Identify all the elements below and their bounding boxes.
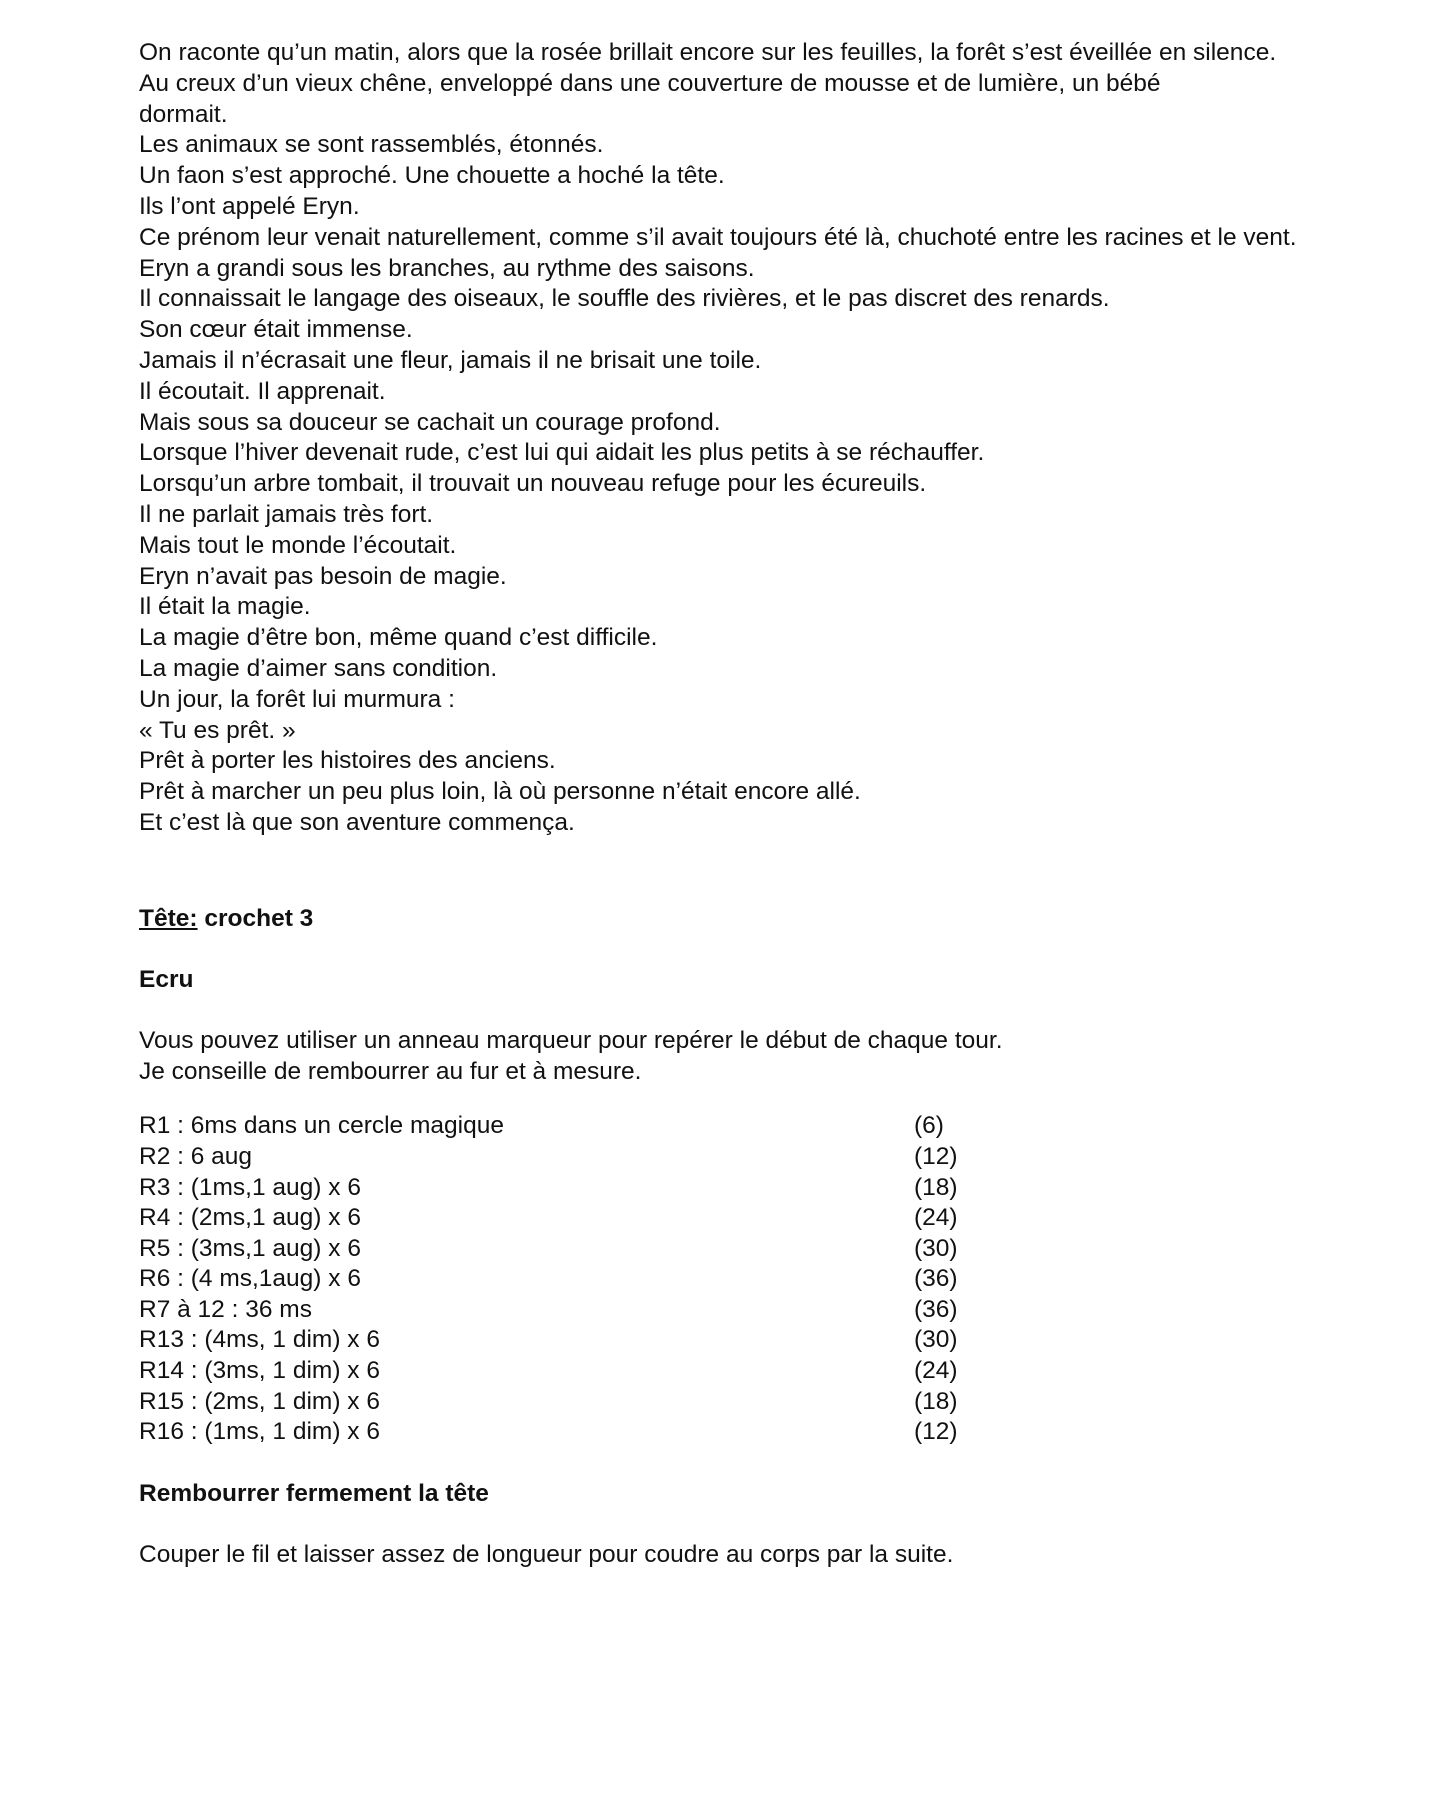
story-line: Ils l’ont appelé Eryn. [139, 192, 360, 220]
pattern-row [139, 1203, 1339, 1234]
story-line: Lorsqu’un arbre tombait, il trouvait un nouveau refuge pour les écureuils. [139, 470, 927, 498]
section-title-label: Tête: [139, 904, 198, 932]
story-line: Prêt à marcher un peu plus loin, là où personne n’était encore allé. [139, 778, 861, 806]
story-line: Jamais il n’écrasait une fleur, jamais il ne brisait une toile. [139, 346, 762, 374]
pattern-row [139, 1173, 1339, 1204]
row-instruction: R2 : 6 aug [139, 1142, 253, 1170]
story-line: La magie d’aimer sans condition. [139, 654, 498, 682]
intro-text [139, 1026, 1339, 1088]
row-instruction: R3 : (1ms,1 aug) x 6 [139, 1173, 361, 1201]
story-line: Un jour, la forêt lui murmura : [139, 685, 455, 713]
pattern-row [139, 1356, 1339, 1387]
row-stitch-count: (36) [914, 1265, 958, 1293]
row-stitch-count: (6) [914, 1112, 944, 1140]
pattern-row [139, 1295, 1339, 1326]
row-stitch-count: (30) [914, 1326, 958, 1354]
intro-line: Vous pouvez utiliser un anneau marqueur pour repérer le début de chaque tour. [139, 1026, 1003, 1054]
story-line: Ce prénom leur venait naturellement, comme s’il avait toujours été là, chuchoté entre les racines et le vent. [139, 223, 1297, 251]
story-line: Mais sous sa douceur se cachait un courage profond. [139, 408, 721, 436]
pattern-row [139, 1417, 1339, 1448]
pattern-row [139, 1142, 1339, 1173]
pattern-row [139, 1111, 1339, 1142]
pattern-rows [139, 1111, 1339, 1448]
story-line: Lorsque l’hiver devenait rude, c’est lui qui aidait les plus petits à se réchauffer. [139, 439, 985, 467]
story-line: Eryn n’avait pas besoin de magie. [139, 562, 507, 590]
story-line: La magie d’être bon, même quand c’est difficile. [139, 624, 658, 652]
pattern-row [139, 1234, 1339, 1265]
story-line: Au creux d’un vieux chêne, enveloppé dans une couverture de mousse et de lumière, un bébé dormait. [139, 69, 1161, 128]
row-instruction: R13 : (4ms, 1 dim) x 6 [139, 1326, 380, 1354]
story-line: Il était la magie. [139, 593, 311, 621]
finishing-note: Couper le fil et laisser assez de longueur pour coudre au corps par la suite. [139, 1540, 954, 1568]
story-line: Il ne parlait jamais très fort. [139, 500, 434, 528]
row-instruction: R16 : (1ms, 1 dim) x 6 [139, 1418, 380, 1446]
row-instruction: R1 : 6ms dans un cercle magique [139, 1112, 504, 1140]
story-line: Il connaissait le langage des oiseaux, le souffle des rivières, et le pas discret des renards. [139, 285, 1110, 313]
row-stitch-count: (30) [914, 1234, 958, 1262]
section-title [139, 904, 1339, 934]
row-stitch-count: (24) [914, 1357, 958, 1385]
story-line: Eryn a grandi sous les branches, au rythme des saisons. [139, 254, 755, 282]
story-line: Et c’est là que son aventure commença. [139, 808, 575, 836]
row-instruction: R4 : (2ms,1 aug) x 6 [139, 1204, 361, 1232]
story-line: Prêt à porter les histoires des anciens. [139, 747, 556, 775]
story-text [139, 38, 1339, 839]
row-instruction: R15 : (2ms, 1 dim) x 6 [139, 1387, 380, 1415]
row-instruction: R5 : (3ms,1 aug) x 6 [139, 1234, 361, 1262]
row-instruction: R7 à 12 : 36 ms [139, 1295, 312, 1323]
row-instruction: R14 : (3ms, 1 dim) x 6 [139, 1357, 380, 1385]
yarn-color: Ecru [139, 965, 194, 993]
stuffing-note: Rembourrer fermement la tête [139, 1479, 489, 1507]
pattern-row [139, 1387, 1339, 1418]
row-stitch-count: (12) [914, 1418, 958, 1446]
story-line: Mais tout le monde l’écoutait. [139, 531, 457, 559]
story-line: Un faon s’est approché. Une chouette a hoché la tête. [139, 162, 725, 190]
row-stitch-count: (18) [914, 1173, 958, 1201]
story-line: Les animaux se sont rassemblés, étonnés. [139, 131, 604, 159]
row-stitch-count: (18) [914, 1387, 958, 1415]
story-line: On raconte qu’un matin, alors que la rosée brillait encore sur les feuilles, la forêt s’est éveillée en silence. [139, 39, 1277, 66]
row-stitch-count: (12) [914, 1142, 958, 1170]
row-stitch-count: (36) [914, 1295, 958, 1323]
document-page [139, 38, 1339, 1571]
intro-line: Je conseille de rembourrer au fur et à mesure. [139, 1057, 642, 1085]
pattern-row [139, 1264, 1339, 1295]
row-instruction: R6 : (4 ms,1aug) x 6 [139, 1265, 361, 1293]
row-stitch-count: (24) [914, 1204, 958, 1232]
section-title-hook: crochet 3 [197, 904, 314, 932]
story-line: Il écoutait. Il apprenait. [139, 377, 386, 405]
story-line: « Tu es prêt. » [139, 716, 296, 744]
story-line: Son cœur était immense. [139, 316, 413, 344]
pattern-row [139, 1325, 1339, 1356]
